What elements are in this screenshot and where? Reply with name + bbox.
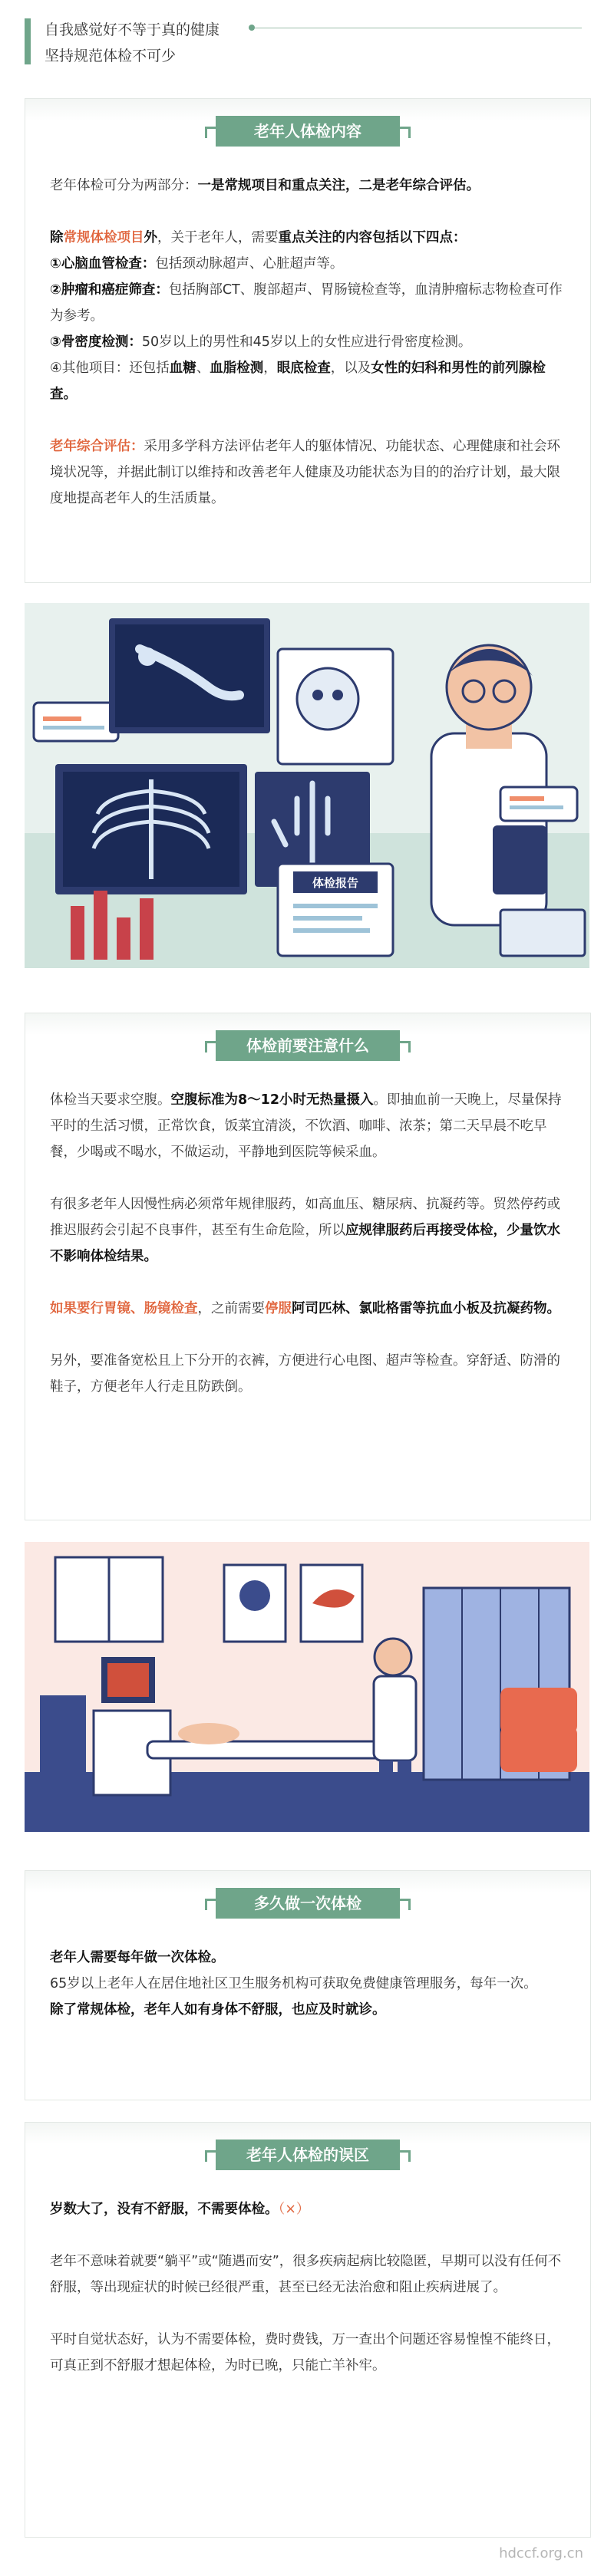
report-label: 体检报告 [312, 876, 359, 890]
list-item-text: 包括胸部CT、腹部超声、胃肠镜检查等，血清肿瘤标志物检查可作为参考。 [50, 282, 563, 324]
highlight-text: 老年综合评估： [50, 439, 144, 454]
paragraph-text: 采用多学科方法评估老年人的躯体情况、功能状态、心理健康和社会环境状况等，并据此制订以维持和改善老年人健康及功能状态为目的的治疗计划，最大限度地提高老年人的生活质量。 [50, 439, 560, 506]
list-item-bold: 眼底检查 [276, 361, 331, 376]
section-title-text: 老年人体检的误区 [246, 2146, 369, 2164]
paragraph-bold: 应规律服药后再接受体检，少量饮水不影响体检结果。 [50, 1223, 560, 1264]
section-title-frequency [216, 1888, 400, 1919]
paragraph-bold: 阿司匹林、氯吡格雷等抗血小板及抗凝药物。 [292, 1301, 560, 1316]
paragraph-bold: 外 [144, 230, 157, 245]
section-title-exam-content [216, 116, 400, 147]
paragraph-text: 老年体检可分为两部分： [50, 178, 198, 193]
xray-scene [25, 603, 589, 968]
section-misconceptions [25, 2122, 591, 2538]
section-frequency [25, 1870, 591, 2100]
paragraph-bold: 老年人需要每年做一次体检。 [50, 1950, 225, 1965]
skull-icon [278, 649, 393, 764]
watermark: hdccf.org.cn [499, 2545, 583, 2561]
list-item-text: ，以及 [330, 361, 371, 376]
intro-block [25, 14, 589, 68]
exam-room-scene [25, 1542, 589, 1832]
section-before-exam [25, 1013, 591, 1520]
section-exam-content [25, 98, 591, 583]
paragraph-bold: 除 [50, 230, 64, 245]
intro-accent-bar [25, 18, 31, 64]
list-item-bold: 血脂检测 [210, 361, 264, 376]
title-corner-right [399, 1899, 411, 1910]
list-item-text: 、 [196, 361, 210, 376]
list-item-text: 包括颈动脉超声、心脏超声等。 [155, 256, 344, 272]
list-item-text: ， [263, 361, 277, 376]
paragraph-text: ，之前需要 [197, 1301, 265, 1316]
section-title-before-exam [216, 1030, 400, 1061]
title-corner-right [399, 1041, 411, 1052]
paragraph-text: 有很多老年人因慢性病必须常年规律服药，如高血压、糖尿病、抗凝药等。贸然停药或推迟服药会引起不良事件，甚至有生命危险，所以 [50, 1197, 560, 1238]
foot-xray-icon [109, 618, 270, 733]
section-title-misconceptions [216, 2140, 400, 2170]
exam-bed-icon [147, 1723, 393, 1758]
paragraph-text: 平时自觉状态好，认为不需要体检，费时费钱，万一查出个问题还容易惶惶不能终日，可真正到不舒服才想起体检，为时已晚，只能亡羊补牢。 [50, 2332, 560, 2373]
paragraph-bold: 除了常规体检，老年人如有身体不舒服，也应及时就诊。 [50, 2002, 386, 2018]
highlight-text: 停服 [265, 1301, 292, 1316]
ultrasound-machine-icon [40, 1657, 170, 1795]
highlight-text: 常规体检项目 [63, 230, 144, 245]
section-body [50, 1087, 566, 1400]
speech-bubble-left-icon [34, 703, 118, 741]
paragraph-bold: 空腹标准为8～12小时无热量摄入 [170, 1092, 374, 1108]
paragraph-bold: 一是常规项目和重点关注，二是老年综合评估。 [197, 178, 480, 193]
title-corner-left [205, 1041, 216, 1052]
list-item-label: ①心脑血管检查： [50, 256, 156, 272]
list-item-bold: 血糖 [169, 361, 196, 376]
chair-icon [500, 1688, 577, 1772]
title-corner-left [205, 2150, 216, 2162]
wrong-mark-icon: （×） [278, 2202, 310, 2217]
paragraph-text: 。即抽血前一天晚上，尽量保持平时的生活习惯，正常饮食，饭菜宜清淡，不饮酒、咖啡、浓茶；第二天早晨不吃早餐，少喝或不喝水，不做运动，平静地到医院等候采血。 [50, 1092, 562, 1160]
paragraph-text: ，关于老年人，需要 [157, 230, 279, 245]
title-corner-left [205, 127, 216, 138]
list-item-text: ④其他项目：还包括 [50, 361, 170, 376]
title-corner-left [205, 1899, 216, 1910]
ribcage-xray-icon [55, 764, 247, 894]
section-body [50, 2196, 566, 2379]
list-item-label: ②肿瘤和癌症筛查： [50, 282, 169, 298]
paragraph-bold: 重点关注的内容包括以下四点： [278, 230, 467, 245]
speech-bubble-right-icon [500, 787, 577, 821]
intro-rule-dot [249, 25, 255, 31]
list-item-text: 50岁以上的男性和45岁以上的女性应进行骨密度检测。 [141, 334, 472, 350]
paragraph-text: 老年不意味着就要“躺平”或“随遇而安”，很多疾病起病比较隐匿，早期可以没有任何不舒服，等出现症状的时候已经很严重，甚至已经无法治愈和阻止疾病进展了。 [50, 2254, 562, 2295]
doctor-icon [431, 645, 546, 925]
intro-line-1: 自我感觉好不等于真的健康 [45, 21, 220, 38]
section-title-text: 多久做一次体检 [254, 1894, 361, 1912]
title-corner-right [399, 127, 411, 138]
paragraph-text: 另外，要准备宽松且上下分开的衣裤，方便进行心电图、超声等检查。穿舒适、防滑的鞋子，方便老年人行走且防跌倒。 [50, 1353, 560, 1395]
highlight-text: 如果要行胃镜、肠镜检查 [50, 1301, 198, 1316]
paragraph-text: 体检当天要求空腹。 [50, 1092, 171, 1108]
list-item-label: ③骨密度检测： [50, 334, 142, 350]
paragraph-text: 65岁以上老年人在居住地社区卫生服务机构可获取免费健康管理服务，每年一次。 [50, 1976, 537, 1991]
section-title-text: 老年人体检内容 [254, 122, 361, 140]
illustration-exam-room [25, 1542, 589, 1832]
list-item-bold: 女性的妇科和男性的前列腺检查。 [50, 361, 546, 402]
illustration-doctor-xray [25, 603, 589, 968]
intro-line-2: 坚持规范体检不可少 [45, 48, 177, 64]
liver-poster-icon [301, 1565, 362, 1642]
head-scan-poster-icon [224, 1565, 286, 1642]
section-title-text: 体检前要注意什么 [246, 1036, 369, 1055]
cabinet-icon [55, 1557, 163, 1642]
title-corner-right [399, 2150, 411, 2162]
lamp-icon [500, 910, 585, 956]
paragraph-bold: 岁数大了，没有不舒服，不需要体检。 [50, 2202, 279, 2217]
section-body [50, 173, 566, 512]
section-body [50, 1945, 566, 2023]
